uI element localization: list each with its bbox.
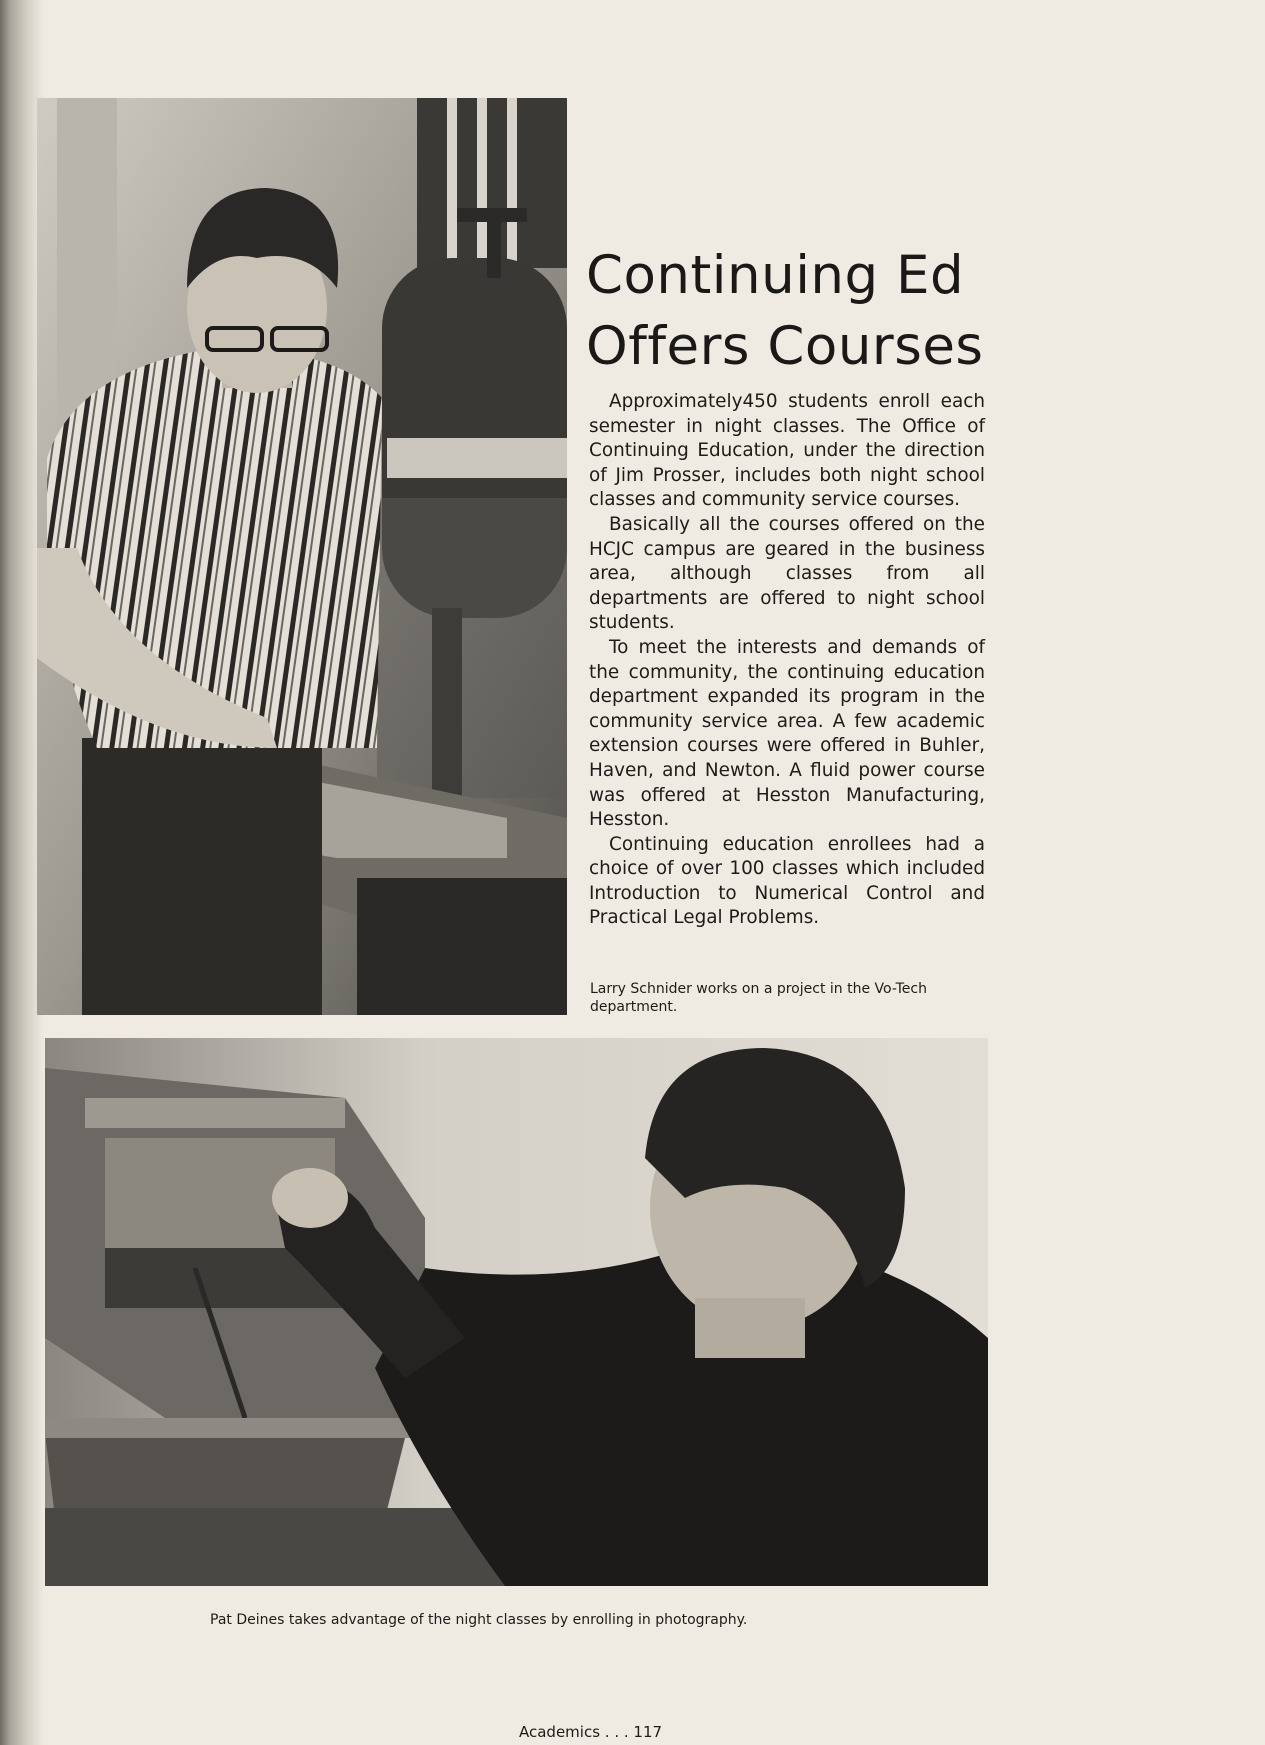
article-body: [589, 390, 985, 931]
article-paragraph: Continuing education enrollees had a choice of over 100 classes which included Introduction to Numerical Control and Practical Legal Problems.: [589, 833, 985, 929]
headline-line-2: Offers Courses: [586, 316, 984, 377]
article-paragraph: To meet the interests and demands of the community, the continuing education department expanded its program in the community service area. A few academic extension courses were offered in Buhler, Haven, and Newton. A fluid power course was offered at Hesston Manufacturing, Hesston.: [589, 636, 985, 831]
photo-student-at-machine: [37, 98, 567, 1015]
article-headline: [586, 240, 1056, 382]
photo-student-photography-image: [45, 1038, 988, 1586]
bottom-photo-caption: Pat Deines takes advantage of the night classes by enrolling in photography.: [210, 1612, 748, 1628]
photo-student-at-machine-image: [37, 98, 567, 1015]
headline-line-1: Continuing Ed: [586, 245, 965, 306]
article-paragraph: Approximately450 students enroll each semester in night classes. The Office of Continuing Education, under the direction of Jim Prosser, includes both night school classes and community service courses.: [589, 391, 985, 511]
top-photo-caption: Larry Schnider works on a project in the Vo-Tech department.: [590, 981, 927, 1015]
photo-student-photography: [45, 1038, 988, 1586]
page-folio: Academics . . . 117: [519, 1723, 663, 1741]
article-paragraph: Basically all the courses offered on the HCJC campus are geared in the business area, although classes from all departments are offered to night school students.: [589, 513, 985, 634]
